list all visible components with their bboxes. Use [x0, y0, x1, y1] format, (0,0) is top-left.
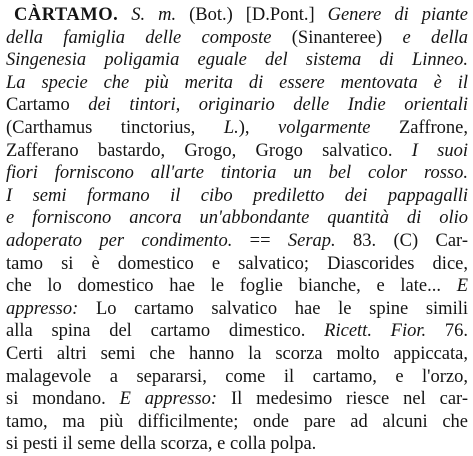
citation-source: Serap.: [287, 230, 336, 251]
text-line: La specie che più merita di essere mentovata è il: [6, 72, 468, 93]
text-line: I semi formano il cibo prediletto dei pappagalli: [6, 185, 468, 206]
text-line: e forniscono ancora un'abbondante quantità di olio: [6, 208, 468, 229]
text-line: appresso: Lo cartamo salvatico hae le spine simili: [6, 298, 468, 319]
headword: CÀRTAMO.: [14, 5, 119, 25]
text-line: Zafferano bastardo, Grogo, Grogo salvatico. I suoi: [6, 140, 468, 161]
text-line: CÀRTAMO. S. m. (Bot.) [D.Pont.] Genere di piante: [14, 5, 468, 25]
text-line: Cartamo dei tintori, originario delle Indie orientali: [6, 95, 468, 116]
text-line: si mondano. E appresso: Il medesimo riesce nel car-: [6, 389, 468, 410]
text-line: malagevole a separarsi, come il cartamo, e l'orzo,: [6, 366, 468, 387]
text-line: Singenesia poligamia eguale del sistema di Linneo.: [6, 50, 468, 71]
grammar-label: S. m.: [131, 5, 177, 25]
citation-source: Ricett. Fior.: [324, 321, 427, 342]
text-line: tamo, ma più difficilmente; onde pare ad alcuni che: [6, 411, 468, 432]
text-line: Certi altri semi che hanno la scorza molto appiccata,: [6, 343, 468, 364]
text-line: alla spina del cartamo dimestico. Ricett. Fior. 76.: [6, 321, 468, 342]
text-line: della famiglia delle composte (Sinanteree) e della: [6, 27, 468, 48]
text-line: tamo si è domestico e salvatico; Diascorides dice,: [6, 253, 468, 274]
text-line: (Carthamus tinctorius, L.), volgarmente Zaffrone,: [6, 117, 468, 138]
text-line: fiori forniscono all'arte tintoria un bel color rosso.: [6, 163, 468, 184]
text-line: adoperato per condimento. == Serap. 83. (C) Car-: [6, 230, 468, 251]
text-line: che lo domestico hae le foglie bianche, e late... E: [6, 276, 468, 297]
text-line: si pesti il seme della scorza, e colla polpa.: [6, 434, 317, 455]
dictionary-entry-cartamo: [6, 4, 468, 456]
